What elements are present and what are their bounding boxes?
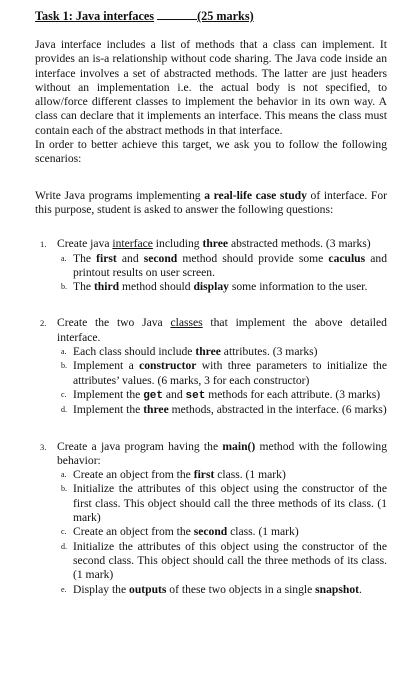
intro-p3-text-c: of interface. For this purpose, student is asked to answer the following questions: — [35, 188, 387, 216]
sub-item — [61, 468, 387, 482]
sub-text: Initialize the attributes of this object using the constructor of the second class. This object should call the three methods of its class. (1 mark) — [73, 539, 387, 582]
sub-text: Create an object from the first class. (1 mark) — [73, 468, 286, 482]
sub-text: Implement a constructor with three parameters to initialize the attributes’ values. (6 marks, 3 for each constructor) — [73, 359, 387, 387]
sub-letter: c. — [61, 389, 67, 399]
sub-text: Initialize the attributes of this object using the constructor of the first class. This object should call the three methods of its class. (1 mark) — [73, 482, 387, 525]
sub-item — [61, 359, 387, 388]
sub-text: Create an object from the second class. (1 mark) — [73, 525, 299, 539]
question-text: Create the two Java classes that implement the above detailed interface. — [57, 316, 387, 344]
task-marks: (25 marks) — [197, 9, 254, 23]
sub-item — [61, 403, 387, 417]
sub-item — [61, 540, 387, 583]
question-number: 3. — [40, 441, 47, 452]
task-title: Task 1: Java interfaces — [35, 9, 155, 23]
question-1 — [35, 237, 387, 294]
sub-letter: a. — [61, 470, 67, 480]
intro-paragraph-1: Java interface includes a list of methods that a class can implement. It provides an is-a relationship without code sharing. The Java code inside an interface involves a set of abstracted methods. The latter are just headers without an implementation i.e. the actual body is not specified, to allow/force different classes to implement the behavior in its own way. A class can declare that it implements an interface. This means the class must contain each of the abstract methods in that interface. — [35, 38, 387, 137]
sub-letter: a. — [61, 347, 67, 357]
task-title-line — [35, 8, 387, 24]
sub-text: Display the outputs of these two objects in a single snapshot. — [73, 582, 362, 596]
intro-paragraph-2: In order to better achieve this target, we ask you to follow the following scenarios: — [35, 138, 387, 166]
sub-text: The first and second method should provide some caculus and printout results on user screen. — [73, 251, 387, 279]
sub-text: Each class should include three attributes. (3 marks) — [73, 345, 318, 359]
sub-letter: d. — [61, 541, 67, 551]
sub-letter: e. — [61, 584, 67, 594]
sub-letter: a. — [61, 253, 67, 263]
sub-letter: c. — [61, 527, 67, 537]
sub-item — [61, 525, 387, 539]
intro-paragraph-3 — [35, 189, 387, 218]
document-page — [35, 8, 387, 597]
sub-item — [61, 583, 387, 597]
sub-item — [61, 482, 387, 525]
sub-item — [61, 345, 387, 359]
sub-text: Implement the get and set methods for each attribute. (3 marks) — [73, 387, 381, 402]
question-2 — [35, 316, 387, 417]
intro-p3-text-a: Write Java programs implementing — [35, 188, 205, 202]
question-number: 1. — [40, 239, 47, 250]
sub-letter: b. — [61, 282, 67, 292]
sub-text: Implement the three methods, abstracted in the interface. (6 marks) — [73, 403, 387, 417]
question-number: 2. — [40, 318, 47, 329]
title-underline-gap — [157, 9, 197, 20]
sub-item — [61, 252, 387, 281]
sub-item — [61, 280, 387, 294]
question-text: Create java interface including three abstracted methods. (3 marks) — [57, 237, 371, 251]
intro-p3-bold: a real-life case study — [204, 188, 307, 202]
sub-letter: d. — [61, 405, 67, 415]
sub-text: The third method should display some information to the user. — [73, 280, 368, 294]
question-3 — [35, 440, 387, 597]
sub-letter: b. — [61, 484, 67, 494]
sub-letter: b. — [61, 361, 67, 371]
question-text: Create a java program having the main() method with the following behavior: — [57, 439, 388, 467]
sub-item — [61, 388, 387, 403]
